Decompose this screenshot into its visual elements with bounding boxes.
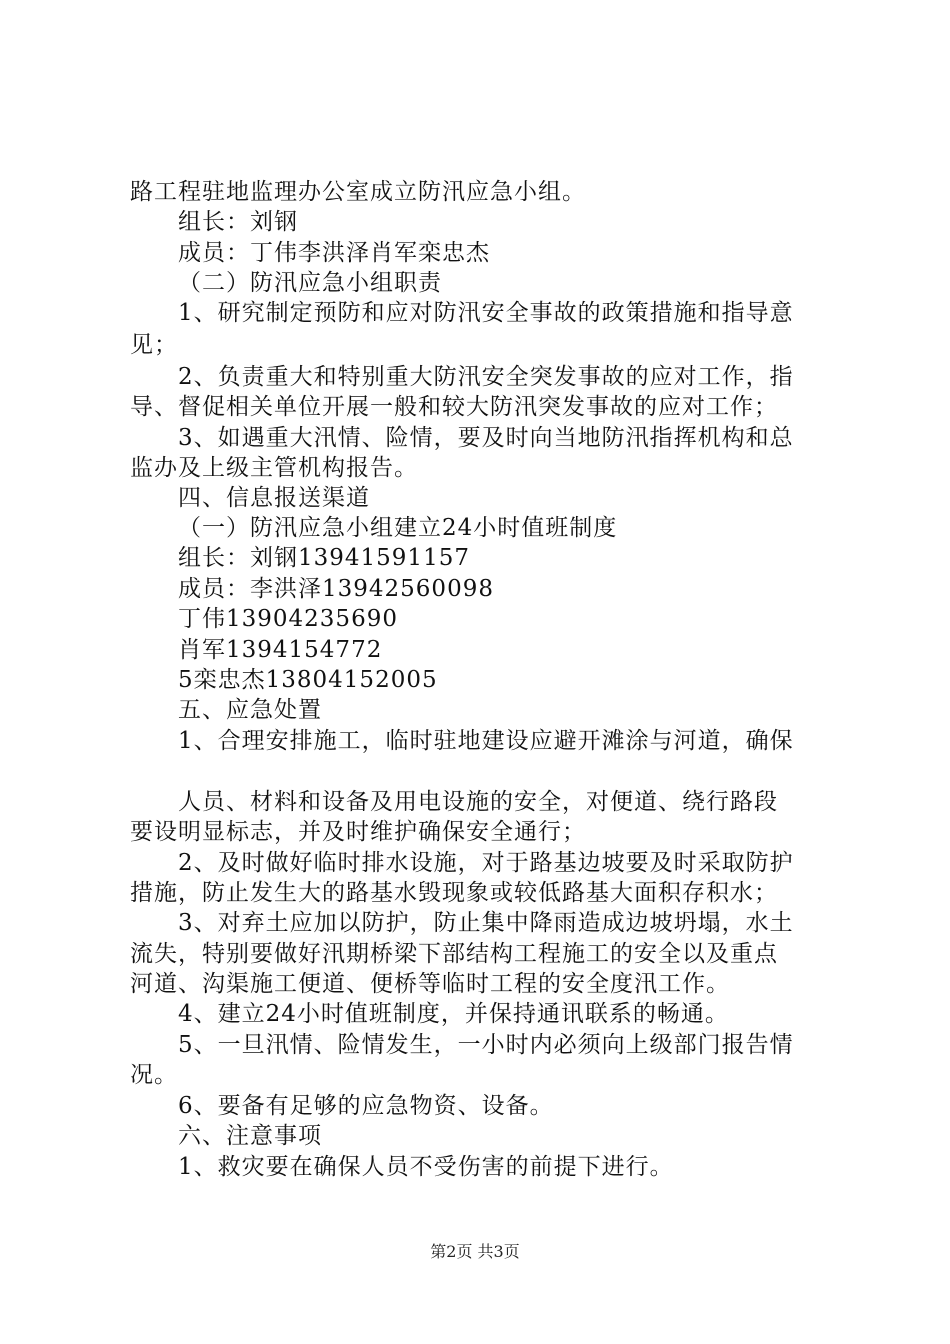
text-line: 3、如遇重大汛情、险情，要及时向当地防汛指挥机构和总	[178, 425, 794, 451]
text-line: 4、建立24小时值班制度，并保持通讯联系的畅通。	[178, 1001, 729, 1027]
text-line: 措施，防止发生大的路基水毁现象或较低路基大面积存积水；	[130, 880, 778, 906]
contact-line: 丁伟13904235690	[178, 606, 398, 632]
text-line: 2、及时做好临时排水设施，对于路基边坡要及时采取防护	[178, 850, 794, 876]
text-line: 成员：丁伟李洪泽肖军栾忠杰	[178, 240, 490, 266]
text-line: 2、负责重大和特别重大防汛安全突发事故的应对工作，指	[178, 364, 794, 390]
section-heading: 四、信息报送渠道	[178, 485, 370, 511]
text-line: 1、救灾要在确保人员不受伤害的前提下进行。	[178, 1154, 674, 1180]
text-line: 流失，特别要做好汛期桥梁下部结构工程施工的安全以及重点	[130, 941, 778, 967]
text-line: 人员、材料和设备及用电设施的安全，对便道、绕行路段	[178, 789, 778, 815]
section-heading: （一）防汛应急小组建立24小时值班制度	[178, 515, 618, 541]
page-footer: 第2页 共3页	[430, 1242, 520, 1261]
contact-line: 组长：刘钢13941591157	[178, 545, 470, 571]
text-line: 况。	[130, 1062, 178, 1088]
contact-line: 肖军1394154772	[178, 637, 383, 663]
text-line: 监办及上级主管机构报告。	[130, 455, 418, 481]
text-line: 要设明显标志，并及时维护确保安全通行；	[130, 819, 586, 845]
text-line: 路工程驻地监理办公室成立防汛应急小组。	[130, 179, 586, 205]
text-line: 5、一旦汛情、险情发生，一小时内必须向上级部门报告情	[178, 1032, 794, 1058]
text-line: 见；	[130, 332, 178, 358]
contact-line: 成员：李洪泽13942560098	[178, 576, 494, 602]
section-heading: （二）防汛应急小组职责	[178, 270, 442, 296]
section-heading: 五、应急处置	[178, 697, 322, 723]
text-line: 组长：刘钢	[178, 209, 298, 235]
contact-line: 5栾忠杰13804152005	[178, 667, 438, 693]
text-line: 6、要备有足够的应急物资、设备。	[178, 1093, 554, 1119]
text-line: 河道、沟渠施工便道、便桥等临时工程的安全度汛工作。	[130, 971, 730, 997]
text-line: 1、合理安排施工，临时驻地建设应避开滩涂与河道，确保	[178, 728, 794, 754]
section-heading: 六、注意事项	[178, 1123, 322, 1149]
text-line: 导、督促相关单位开展一般和较大防汛突发事故的应对工作；	[130, 394, 778, 420]
text-line: 1、研究制定预防和应对防汛安全事故的政策措施和指导意	[178, 300, 794, 326]
text-line: 3、对弃土应加以防护，防止集中降雨造成边坡坍塌，水土	[178, 910, 794, 936]
